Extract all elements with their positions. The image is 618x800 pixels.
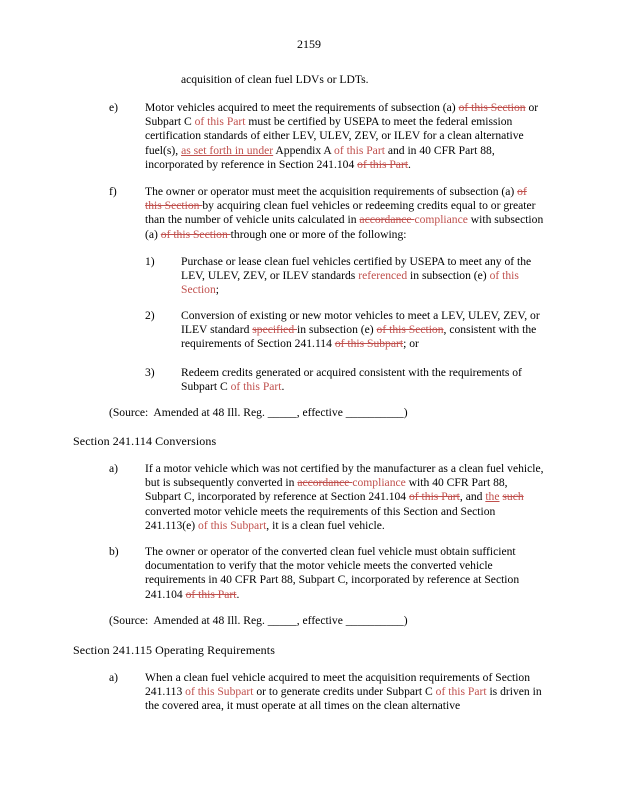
item-label: 2) (145, 309, 155, 322)
deleted-text: such (502, 490, 524, 504)
deleted-text: of this Section (458, 101, 526, 114)
deleted-text: accordance (359, 213, 415, 227)
inserted-text: compliance (352, 476, 406, 490)
deleted-text: of this Part (357, 157, 409, 171)
carryover-line: acquisition of clean fuel LDVs or LDTs. (181, 73, 369, 86)
item-label: 1) (145, 255, 155, 268)
subsection-label: f) (109, 185, 117, 198)
inserted-text: of this Part (435, 685, 487, 699)
inserted-text: the (485, 490, 500, 504)
inserted-text: compliance (414, 213, 468, 227)
inserted-text: of this Section (181, 269, 519, 297)
deleted-text: of this Section (145, 185, 527, 213)
deleted-text: of this Section (160, 227, 231, 241)
section-heading: Section 241.114 Conversions (73, 434, 217, 448)
item-1-text: Purchase or lease clean fuel vehicles certified by USEPA to meet any of the LEV, ULEV, ZEV, or ILEV standards referenced in subsection (e) of this Section; (181, 255, 532, 297)
operating-a-text: When a clean fuel vehicle acquired to meet the acquisition requirements of Section 241.113 of this Subpart or to generate credits under Subpart C of this Part is driven in the covered area, it must operate at all times on the clean alternative (145, 671, 542, 713)
subsection-label: a) (109, 462, 119, 475)
deleted-text: accordance (297, 476, 353, 490)
subsection-e-text: Motor vehicles acquired to meet the requirements of subsection (a) of this Section or Subpart C of this Part must be certified by USEPA to meet the federal emission certification standards of either LEV, ULEV, ZEV, or ILEV for a clean alternative fuel(s), as set forth in under Appendix A of this Part and in 40 CFR Part 88, incorporated by reference in Section 241.104 of this Part. (145, 101, 539, 171)
subsection-label: b) (109, 545, 119, 558)
conversions-b-text: The owner or operator of the converted clean fuel vehicle must obtain sufficient documentation to verify that the motor vehicle meets the converted vehicle requirements in 40 CFR Part 88, Subpart C, incorporated by reference at Section 241.104 of this Part. (145, 545, 520, 601)
inserted-text: of this Subpart (185, 685, 254, 699)
inserted-text: of this Part (230, 380, 282, 394)
deleted-text: specified (252, 323, 298, 337)
item-3-text: Redeem credits generated or acquired consistent with the requirements of Subpart C of this Part. (181, 366, 522, 394)
inserted-text: referenced (358, 269, 408, 283)
deleted-text: of this Subpart (334, 337, 404, 351)
conversions-a-text: If a motor vehicle which was not certified by the manufacturer as a clean fuel vehicle, but is subsequently converted in accordance compliance with 40 CFR Part 88, Subpart C, incorporated by reference at Section 241.104 of this Part, and the such converted motor vehicle meets the requirements of this Section and Section 241.113(e) of this Subpart, it is a clean fuel vehicle. (145, 462, 544, 532)
subsection-f-text: The owner or operator must meet the acquisition requirements of subsection (a) of this Section by acquiring clean fuel vehicles or redeeming credits equal to or greater than the number of vehicle units calculated in accordance compliance with subsection (a) of this Section through one or more of the following: (145, 185, 544, 241)
page-number: 2159 (297, 37, 321, 51)
inserted-text: of this Subpart (198, 518, 267, 532)
subsection-label: e) (109, 101, 119, 114)
deleted-text: of this Part (185, 587, 237, 601)
deleted-text: of this Section (376, 323, 444, 337)
inserted-text: as set forth in under (181, 143, 274, 157)
section-heading: Section 241.115 Operating Requirements (73, 643, 275, 657)
source-note: (Source: Amended at 48 Ill. Reg. _____, effective __________) (109, 614, 408, 627)
item-2-text: Conversion of existing or new motor vehicles to meet a LEV, ULEV, ZEV, or ILEV standard specified in subsection (e) of this Section, consistent with the requirements of Section 241.114 of this Subpart; or (181, 309, 540, 351)
subsection-label: a) (109, 671, 119, 684)
inserted-text: of this Part (194, 115, 246, 129)
deleted-text: of this Part (409, 490, 460, 504)
source-note: (Source: Amended at 48 Ill. Reg. _____, effective __________) (109, 406, 408, 419)
inserted-text: of this Part (334, 143, 385, 157)
item-label: 3) (145, 366, 155, 379)
